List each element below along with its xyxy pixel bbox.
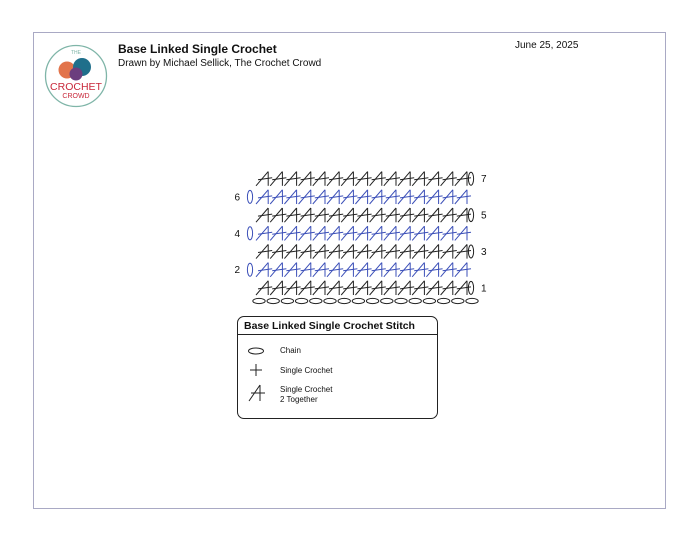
row-number: 7	[481, 174, 487, 186]
sc2tog-stitch	[384, 172, 400, 186]
legend-label-sc2tog-line1: Single Crochet	[280, 385, 333, 394]
sc2tog-stitch	[313, 263, 329, 277]
sc2tog-stitch	[384, 263, 400, 277]
sc2tog-stitch	[341, 281, 357, 295]
sc2tog-stitch	[455, 190, 471, 204]
sc2tog-stitch	[284, 263, 300, 277]
sc2tog-stitch	[426, 226, 442, 240]
chain-stitch	[338, 298, 350, 303]
sc2tog-stitch	[355, 244, 371, 258]
sc2tog-stitch	[412, 190, 428, 204]
sc2tog-stitch	[398, 281, 414, 295]
sc2tog-icon	[246, 383, 268, 403]
sc2tog-stitch	[327, 172, 343, 186]
legend-label-chain: Chain	[280, 346, 301, 355]
sc2tog-stitch	[426, 172, 442, 186]
sc2tog-stitch	[327, 190, 343, 204]
row-number: 2	[234, 265, 240, 277]
chain-stitch	[466, 298, 478, 303]
sc2tog-stitch	[384, 244, 400, 258]
diagram-author: Drawn by Michael Sellick, The Crochet Crowd	[118, 58, 322, 69]
sc2tog-stitch	[327, 244, 343, 258]
chain-stitch	[452, 298, 464, 303]
diagram-date: June 25, 2025	[515, 40, 579, 51]
sc2tog-stitch	[284, 190, 300, 204]
sc2tog-stitch	[299, 172, 315, 186]
sc2tog-stitch	[284, 244, 300, 258]
chain-stitch	[295, 298, 307, 303]
sc2tog-stitch	[412, 226, 428, 240]
sc2tog-stitch	[270, 244, 286, 258]
sc2tog-stitch	[270, 226, 286, 240]
chain-icon	[246, 346, 266, 356]
sc2tog-stitch	[412, 244, 428, 258]
chain-stitch	[253, 298, 265, 303]
logo-top-text: THE	[71, 50, 81, 56]
sc2tog-stitch	[284, 281, 300, 295]
legend-box	[237, 316, 438, 419]
sc2tog-stitch	[256, 172, 272, 186]
row-number: 6	[234, 192, 240, 204]
sc2tog-stitch	[398, 190, 414, 204]
sc2tog-stitch	[398, 263, 414, 277]
row-number: 5	[481, 210, 487, 222]
sc2tog-stitch	[299, 208, 315, 222]
sc2tog-stitch	[284, 226, 300, 240]
sc2tog-stitch	[256, 281, 272, 295]
sc2tog-stitch	[313, 190, 329, 204]
turning-chain	[247, 190, 252, 203]
chain-stitch	[324, 298, 336, 303]
sc2tog-stitch	[370, 208, 386, 222]
sc2tog-stitch	[384, 190, 400, 204]
sc2tog-stitch	[341, 208, 357, 222]
sc2tog-stitch	[341, 190, 357, 204]
sc2tog-stitch	[441, 172, 457, 186]
sc2tog-stitch	[412, 172, 428, 186]
turning-chain	[468, 172, 473, 185]
sc2tog-stitch	[355, 208, 371, 222]
sc2tog-stitch	[299, 190, 315, 204]
chain-stitch	[281, 298, 293, 303]
legend-label-sc2tog	[280, 385, 332, 405]
sc2tog-stitch	[299, 226, 315, 240]
sc2tog-stitch	[426, 244, 442, 258]
sc2tog-stitch	[384, 281, 400, 295]
sc2tog-stitch	[455, 226, 471, 240]
sc2tog-stitch	[256, 263, 272, 277]
sc2tog-stitch	[341, 172, 357, 186]
sc2tog-stitch	[355, 190, 371, 204]
sc2tog-stitch	[270, 190, 286, 204]
sc2tog-stitch	[341, 226, 357, 240]
row-number: 3	[481, 247, 487, 258]
sc2tog-stitch	[270, 263, 286, 277]
sc2tog-stitch	[355, 281, 371, 295]
sc2tog-stitch	[270, 172, 286, 186]
sc2tog-stitch	[299, 263, 315, 277]
chain-stitch	[366, 298, 378, 303]
legend-title: Base Linked Single Crochet Stitch	[238, 317, 437, 335]
turning-chain	[247, 263, 252, 276]
sc2tog-stitch	[426, 263, 442, 277]
sc2tog-stitch	[384, 208, 400, 222]
sc2tog-stitch	[370, 244, 386, 258]
sc2tog-stitch	[313, 208, 329, 222]
sc2tog-stitch	[441, 226, 457, 240]
turning-chain	[247, 227, 252, 240]
sc2tog-stitch	[426, 281, 442, 295]
chain-stitch	[352, 298, 364, 303]
sc2tog-stitch	[370, 172, 386, 186]
sc2tog-stitch	[256, 244, 272, 258]
sc2tog-stitch	[270, 208, 286, 222]
sc2tog-stitch	[370, 226, 386, 240]
turning-chain	[468, 209, 473, 222]
sc2tog-stitch	[313, 172, 329, 186]
sc2tog-stitch	[441, 244, 457, 258]
sc2tog-stitch	[426, 190, 442, 204]
sc2tog-stitch	[398, 172, 414, 186]
single-crochet-icon	[246, 362, 266, 378]
sc2tog-stitch	[412, 263, 428, 277]
sc2tog-stitch	[313, 226, 329, 240]
sc2tog-stitch	[327, 226, 343, 240]
sc2tog-stitch	[256, 190, 272, 204]
sc2tog-stitch	[398, 208, 414, 222]
sc2tog-stitch	[284, 172, 300, 186]
sc2tog-stitch	[256, 208, 272, 222]
row-number: 1	[481, 283, 487, 295]
row-number: 4	[234, 228, 240, 240]
turning-chain	[468, 281, 473, 294]
sc2tog-stitch	[412, 281, 428, 295]
chain-stitch	[395, 298, 407, 303]
sc2tog-stitch	[313, 244, 329, 258]
chain-stitch	[381, 298, 393, 303]
sc2tog-stitch	[299, 244, 315, 258]
sc2tog-stitch	[327, 281, 343, 295]
chain-stitch	[409, 298, 421, 303]
legend-label-sc2tog-line2: 2 Together	[280, 395, 318, 404]
sc2tog-stitch	[341, 263, 357, 277]
sc2tog-stitch	[370, 190, 386, 204]
chain-stitch	[437, 298, 449, 303]
sc2tog-stitch	[398, 244, 414, 258]
chain-stitch	[310, 298, 322, 303]
sc2tog-stitch	[355, 226, 371, 240]
diagram-title: Base Linked Single Crochet	[118, 42, 277, 56]
logo-line1: CROCHET	[50, 81, 102, 93]
sc2tog-stitch	[412, 208, 428, 222]
sc2tog-stitch	[384, 226, 400, 240]
chain-stitch	[423, 298, 435, 303]
sc2tog-stitch	[270, 281, 286, 295]
sc2tog-stitch	[327, 208, 343, 222]
sc2tog-stitch	[370, 263, 386, 277]
legend-label-single-crochet: Single Crochet	[280, 366, 333, 375]
sc2tog-stitch	[426, 208, 442, 222]
sc2tog-stitch	[327, 263, 343, 277]
sc2tog-stitch	[441, 190, 457, 204]
sc2tog-stitch	[355, 263, 371, 277]
sc2tog-stitch	[441, 208, 457, 222]
chain-stitch	[267, 298, 279, 303]
sc2tog-stitch	[284, 208, 300, 222]
sc2tog-stitch	[455, 263, 471, 277]
turning-chain	[468, 245, 473, 258]
sc2tog-stitch	[398, 226, 414, 240]
sc2tog-stitch	[299, 281, 315, 295]
sc2tog-stitch	[441, 281, 457, 295]
sc2tog-stitch	[441, 263, 457, 277]
logo-line2: CROWD	[62, 93, 90, 100]
sc2tog-stitch	[370, 281, 386, 295]
sc2tog-stitch	[313, 281, 329, 295]
sc2tog-stitch	[341, 244, 357, 258]
sc2tog-stitch	[355, 172, 371, 186]
sc2tog-stitch	[256, 226, 272, 240]
